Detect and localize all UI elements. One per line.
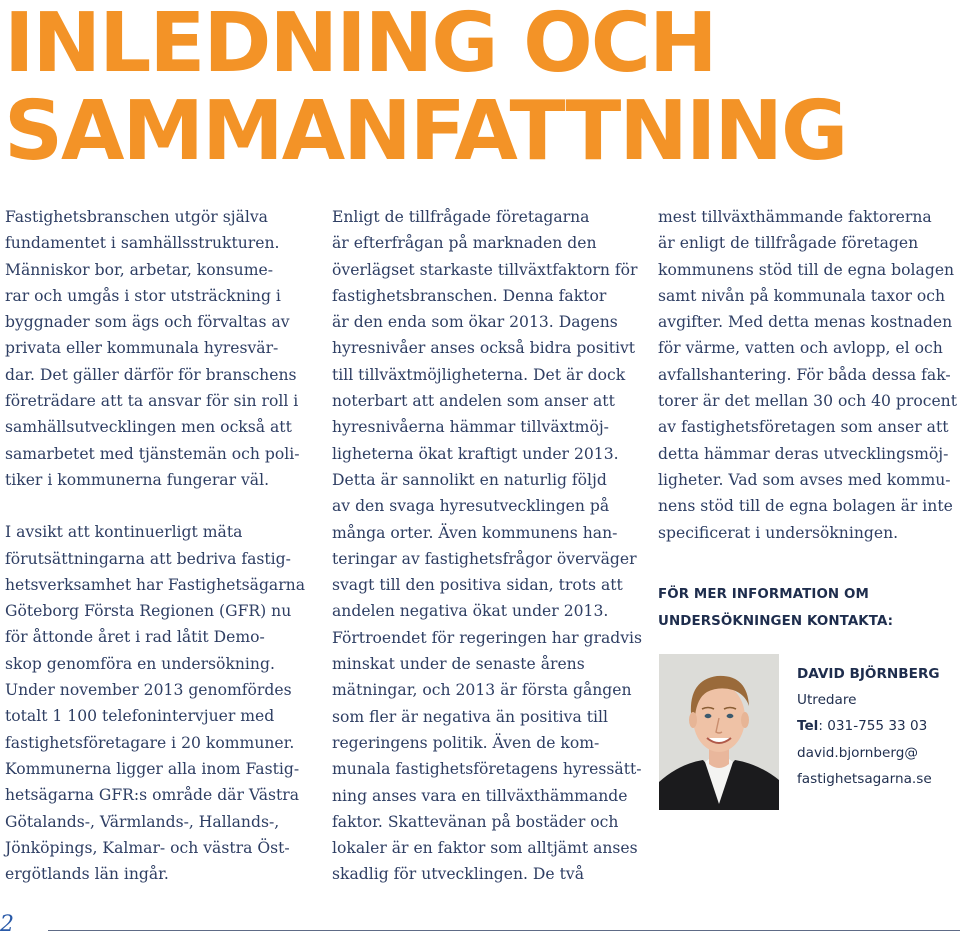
text-line: tiker i kommunerna fungerar väl.: [5, 470, 270, 489]
text-line: avgifter. Med detta menas kostnaden: [658, 313, 953, 332]
contact-heading: [658, 582, 893, 635]
text-line: torer är det mellan 30 och 40 procent: [658, 392, 957, 411]
text-line: lokaler är en faktor som alltjämt anses: [332, 839, 638, 858]
text-line: Förtroendet för regeringen har gradvis: [332, 628, 643, 647]
text-line: ligheterna ökat kraftigt under 2013.: [332, 444, 619, 463]
text-line: ligheter. Vad som avses med kommu-: [658, 470, 951, 489]
text-line: skop genomföra en undersökning.: [5, 654, 275, 673]
text-line: avfallshantering. För båda dessa fak-: [658, 365, 951, 384]
text-line: Enligt de tillfrågade företagarna: [332, 208, 590, 226]
contact-role: Utredare: [797, 692, 857, 709]
contact-details: [797, 661, 940, 792]
text-line: är enligt de tillfrågade företagen: [658, 234, 919, 253]
text-line: noterbart att andelen som anser att: [332, 392, 615, 411]
paragraph-findings: [332, 204, 643, 888]
page-title-line-2: SAMMANFATTNING: [4, 84, 847, 179]
text-line: är efterfrågan på marknaden den: [332, 234, 597, 253]
text-line: fundamentet i samhällsstrukturen.: [5, 234, 280, 253]
page-title: [4, 0, 847, 179]
text-line: kommunens stöd till de egna bolagen: [658, 260, 955, 279]
text-line: ning anses vara en tillväxthämmande: [332, 786, 628, 805]
text-line: nens stöd till de egna bolagen är inte: [658, 497, 953, 516]
text-column-1: [5, 204, 305, 887]
text-line: detta hämmar deras utvecklingsmöj-: [658, 444, 949, 463]
text-line: företrädare att ta ansvar för sin roll i: [5, 392, 299, 411]
text-line: skadlig för utvecklingen. De två: [332, 865, 584, 884]
paragraph-spacer: [5, 493, 305, 519]
text-line: förutsättningarna att bedriva fastig-: [5, 549, 291, 568]
text-line: I avsikt att kontinuerligt mäta: [5, 523, 243, 542]
text-line: hetsägarna GFR:s område där Västra: [5, 786, 300, 805]
text-line: Under november 2013 genomfördes: [5, 681, 292, 700]
page-number: 2: [0, 912, 14, 937]
text-line: mest tillväxthämmande faktorerna: [658, 208, 932, 226]
page-title-line-1: INLEDNING OCH: [4, 0, 716, 91]
contact-phone: [797, 713, 940, 739]
contact-heading-line-2: UNDERSÖKNINGEN KONTAKTA:: [658, 613, 894, 629]
text-line: andelen negativa ökat under 2013.: [332, 602, 609, 621]
text-line: hyresnivåerna hämmar tillväxtmöj-: [332, 418, 609, 437]
text-line: rar och umgås i stor utsträckning i: [5, 286, 281, 305]
text-line: för åttonde året i rad låtit Demo-: [5, 628, 265, 647]
text-line: överlägset starkaste tillväxtfaktorn för: [332, 260, 638, 279]
text-line: Göteborg Första Regionen (GFR) nu: [5, 602, 292, 621]
text-line: samarbetet med tjänstemän och poli-: [5, 444, 300, 463]
text-line: Detta är sannolikt en naturlig följd: [332, 470, 607, 489]
contact-name: DAVID BJÖRNBERG: [797, 666, 940, 682]
text-line: teringar av fastighetsfrågor överväger: [332, 549, 637, 568]
text-line: ergötlands län ingår.: [5, 865, 169, 884]
paragraph-method: [5, 519, 305, 887]
text-line: Fastighetsbranschen utgör själva: [5, 208, 268, 226]
text-line: är den enda som ökar 2013. Dagens: [332, 313, 618, 332]
text-line: samhällsutvecklingen men också att: [5, 418, 292, 437]
text-line: Kommunerna ligger alla inom Fastig-: [5, 759, 300, 778]
text-line: fastighetsbranschen. Denna faktor: [332, 286, 607, 305]
text-column-3: [658, 204, 958, 546]
text-line: hetsverksamhet har Fastighetsägarna: [5, 575, 306, 594]
text-line: munala fastighetsföretagens hyressätt-: [332, 760, 642, 779]
text-line: regeringens politik. Även de kom-: [332, 733, 600, 752]
text-line: specificerat i undersökningen.: [658, 523, 899, 542]
contact-email-line-2[interactable]: fastighetsagarna.se: [797, 770, 932, 787]
paragraph-factors: [658, 204, 958, 546]
text-line: byggnader som ägs och förvaltas av: [5, 313, 290, 332]
text-line: många orter. Även kommunens han-: [332, 523, 618, 542]
paragraph-intro: [5, 204, 305, 493]
text-line: dar. Det gäller därför för branschens: [5, 365, 297, 384]
text-column-2: [332, 204, 643, 888]
phone-label: Tel: [797, 718, 819, 735]
text-line: faktor. Skattevänan på bostäder och: [332, 812, 619, 831]
text-line: som fler är negativa än positiva till: [332, 707, 608, 726]
text-line: Götalands-, Värmlands-, Hallands-,: [5, 812, 280, 831]
text-line: hyresnivåer anses också bidra positivt: [332, 339, 636, 358]
text-line: minskat under de senaste årens: [332, 655, 585, 674]
footer-divider: [48, 930, 960, 931]
contact-portrait-photo: [659, 654, 779, 810]
portrait-illustration: [659, 654, 779, 810]
text-line: totalt 1 100 telefonintervjuer med: [5, 707, 275, 726]
text-line: av den svaga hyresutvecklingen på: [332, 497, 610, 516]
text-line: mätningar, och 2013 är första gången: [332, 681, 632, 700]
contact-heading-line-1: FÖR MER INFORMATION OM: [658, 587, 869, 602]
text-line: Människor bor, arbetar, konsume-: [5, 260, 274, 279]
contact-email-line-1[interactable]: david.bjornberg@: [797, 744, 918, 761]
text-line: för värme, vatten och avlopp, el och: [658, 339, 943, 358]
text-line: privata eller kommunala hyresvär-: [5, 339, 279, 358]
text-line: fastighetsföretagare i 20 kommuner.: [5, 733, 295, 752]
text-line: svagt till den positiva sidan, trots att: [332, 576, 623, 595]
text-line: samt nivån på kommunala taxor och: [658, 286, 946, 305]
text-line: Jönköpings, Kalmar- och västra Öst-: [5, 838, 290, 857]
text-line: till tillväxtmöjligheterna. Det är dock: [332, 365, 626, 384]
phone-number: : 031-755 33 03: [818, 718, 928, 735]
text-line: av fastighetsföretagen som anser att: [658, 418, 949, 437]
